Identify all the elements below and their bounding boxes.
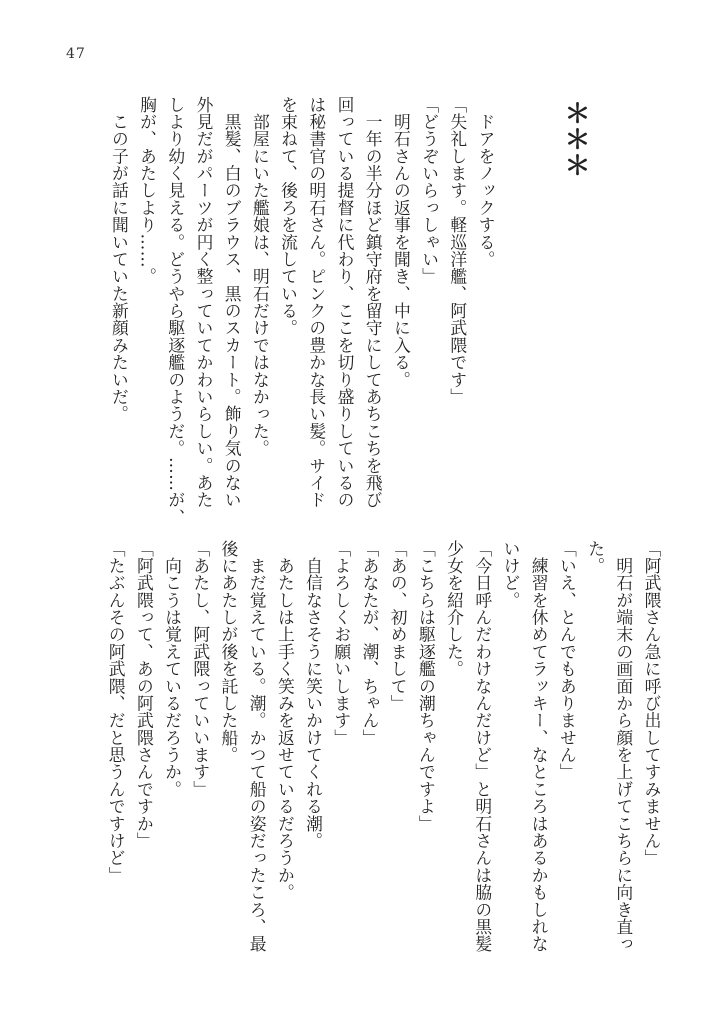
text-line: 「たぶんその阿武隈、だと思うんですけど」 (106, 540, 127, 884)
text-line: 明石が端末の画面から顔を上げてこちらに向き直っ (613, 540, 634, 953)
text-line: 向こうは覚えているだろうか。 (162, 540, 183, 798)
text-line: 後にあたしが後を託した船。 (218, 540, 239, 764)
text-line: 黒髪、白のブラウス、黒のスカート。飾り気のない (222, 96, 243, 509)
text-line: あたしは上手く笑みを返せているだろうか。 (275, 540, 296, 901)
page-number: 47 (66, 46, 86, 62)
text-line: 「阿武隈さん急に呼び出してすみません」 (642, 540, 662, 867)
text-line: 少女を紹介した。 (444, 540, 465, 678)
text-line: 「阿武隈って、あの阿武隈さんですか」 (134, 540, 155, 850)
text-line: 「こちらは駆逐艦の潮ちゃんですよ」 (416, 540, 437, 833)
text-line: いけど。 (500, 540, 521, 609)
text-line: しより幼く見える。どうやら駆逐艦のようだ。……が、 (165, 96, 186, 526)
text-line: この子が話に聞いていた新顔みたいだ。 (109, 96, 130, 423)
text-line: 「あたし、阿武隈っていいます」 (190, 540, 211, 798)
text-line: 「いえ、とんでもありません」 (557, 540, 578, 781)
text-line: ドアをノックする。 (476, 96, 496, 268)
text-line: 「今日呼んだわけなんだけど」と明石さんは脇の黒髪 (472, 540, 493, 953)
text-line: 「どうぞいらっしゃい」 (419, 96, 440, 286)
text-line: 回っている提督に代わり、ここを切り盛りしているの (334, 96, 355, 509)
text-line: 一年の半分ほど鎮守府を留守にしてあちこちを飛び (363, 96, 384, 509)
text-line: 自信なさそうに笑いかけてくれる潮。 (303, 540, 324, 850)
text-line: た。 (585, 540, 606, 575)
text-line: 「あの、初めまして」 (388, 540, 409, 712)
text-line: 部屋にいた艦娘は、明石だけではなかった。 (250, 96, 271, 457)
text-line: まだ覚えている。潮。かつて船の姿だったころ、最 (247, 540, 268, 953)
text-line: 外見だがパーツが円く整っていてかわいらしい。あた (193, 96, 214, 509)
text-line: を束ねて、後ろを流している。 (278, 96, 299, 337)
text-line: 練習を休めてラッキー、なところはあるかもしれな (529, 540, 550, 953)
text-block-top (88, 96, 500, 526)
text-line: 「失礼します。軽巡洋艦、阿武隈です」 (447, 96, 468, 406)
text-line: 「よろしくお願いします」 (331, 540, 352, 747)
scene-break: ＊＊＊ (560, 100, 590, 178)
text-block-bottom (62, 540, 666, 960)
text-line: 「あなたが、潮、ちゃん」 (359, 540, 380, 747)
text-line: 胸が、あたしより……。 (137, 96, 158, 286)
text-line: は秘書官の明石さん。ピンクの豊かな長い髪。サイド (306, 96, 327, 509)
text-line: 明石さんの返事を聞き、中に入る。 (391, 96, 412, 389)
